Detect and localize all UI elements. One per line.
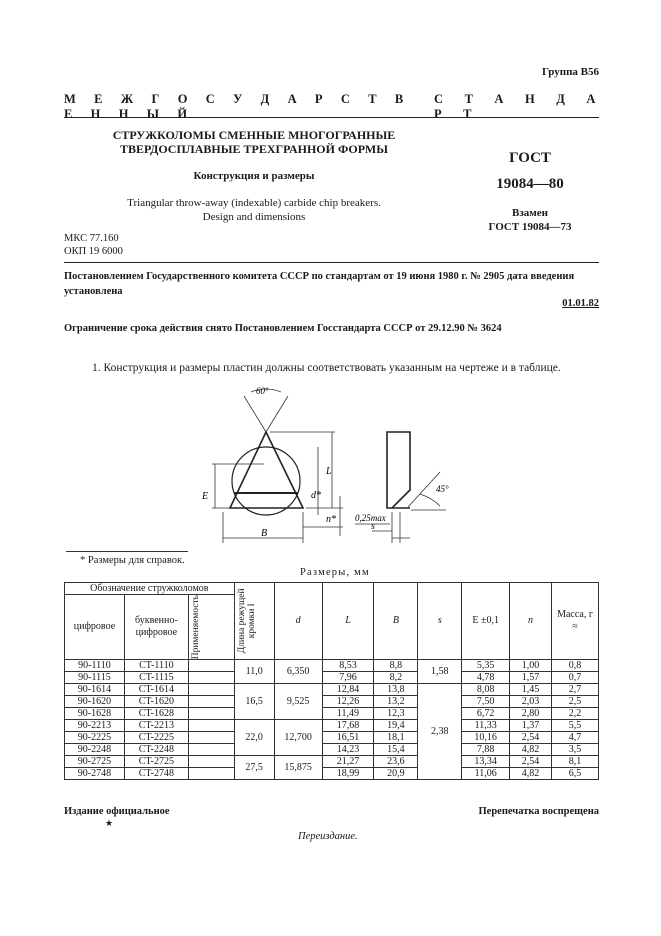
table-cell: 13,34	[462, 756, 510, 768]
table-cell: 90-1628	[65, 708, 125, 720]
table-cell: 90-2748	[65, 768, 125, 780]
restriction-text: Ограничение срока действия снято Постановлением Госстандарта СССР от 29.12.90 № 3624	[64, 323, 502, 334]
table-cell: 15,4	[374, 744, 418, 756]
table-cell: 4,7	[552, 732, 599, 744]
table-cell: 5,35	[462, 660, 510, 672]
table-cell: CT-2725	[124, 756, 188, 768]
table-row	[65, 672, 599, 684]
table-cell: 7,88	[462, 744, 510, 756]
table-cell: 18,99	[322, 768, 374, 780]
mks-code: МКС 77.160	[64, 233, 119, 244]
table-cell	[188, 744, 234, 756]
table-cell: 21,27	[322, 756, 374, 768]
table-cell: 6,72	[462, 708, 510, 720]
header-cutting-edge: Длина режущей кромки l	[234, 583, 274, 660]
header-B: B	[374, 583, 418, 660]
table-row	[65, 768, 599, 780]
reissue-note: Переиздание.	[298, 831, 358, 842]
okp-code: ОКП 19 6000	[64, 246, 123, 257]
table-cell: 16,5	[234, 684, 274, 720]
header-L: L	[322, 583, 374, 660]
subtitle: Конструкция и размеры	[193, 170, 315, 182]
table-cell: 8,1	[552, 756, 599, 768]
table-cell: CT-2213	[124, 720, 188, 732]
table-cell: 4,78	[462, 672, 510, 684]
side-view	[387, 432, 410, 508]
clause-1: 1. Конструкция и размеры пластин должны соответствовать указанным на чертеже и в таблице.	[92, 362, 561, 374]
table-cell: 6,350	[274, 660, 322, 684]
table-cell: 15,875	[274, 756, 322, 780]
dim-E-label: E	[202, 491, 209, 502]
table-cell: CT-1614	[124, 684, 188, 696]
header-d: d	[274, 583, 322, 660]
table-cell	[188, 732, 234, 744]
table-cell: CT-2225	[124, 732, 188, 744]
table-cell: 2,54	[510, 732, 552, 744]
table-cell: CT-1620	[124, 696, 188, 708]
table-cell: 12,26	[322, 696, 374, 708]
table-cell: 12,84	[322, 684, 374, 696]
table-cell: 2,54	[510, 756, 552, 768]
table-cell: 1,37	[510, 720, 552, 732]
table-cell: 2,5	[552, 696, 599, 708]
table-cell: 10,16	[462, 732, 510, 744]
table-row	[65, 732, 599, 744]
table-row	[65, 696, 599, 708]
footer-left: Издание официальное	[64, 806, 170, 817]
table-body	[65, 660, 599, 780]
table-cell	[188, 672, 234, 684]
header-n: n	[510, 583, 552, 660]
group-label: Группа В56	[541, 66, 599, 78]
table-cell: 16,51	[322, 732, 374, 744]
footer-right: Перепечатка воспрещена	[478, 806, 599, 817]
table-caption: Размеры, мм	[300, 567, 370, 578]
table-cell: 90-2213	[65, 720, 125, 732]
table-cell: 9,525	[274, 684, 322, 720]
header-E: E ±0,1	[462, 583, 510, 660]
table-cell: CT-1628	[124, 708, 188, 720]
table-cell: CT-1110	[124, 660, 188, 672]
header-s: s	[418, 583, 462, 660]
table-cell: 8,53	[322, 660, 374, 672]
table-cell: 17,68	[322, 720, 374, 732]
table-cell: 8,8	[374, 660, 418, 672]
angle-side-label: 45°	[436, 484, 449, 494]
table-cell: CT-2248	[124, 744, 188, 756]
table-cell: 20,9	[374, 768, 418, 780]
table-cell: 13,2	[374, 696, 418, 708]
table-cell: 1,57	[510, 672, 552, 684]
chamfer-label: 0,25max	[355, 513, 386, 523]
table-cell: 8,2	[374, 672, 418, 684]
table-cell: 1,45	[510, 684, 552, 696]
table-cell: 0,7	[552, 672, 599, 684]
table-cell: 2,03	[510, 696, 552, 708]
table-cell: CT-1115	[124, 672, 188, 684]
insert-drawing	[190, 380, 470, 545]
replaced-label: Взамен	[512, 207, 548, 219]
table-cell: 12,3	[374, 708, 418, 720]
footnote: * Размеры для справок.	[80, 555, 185, 566]
table-cell: 90-2725	[65, 756, 125, 768]
designation-group-header: Обозначение стружколомов	[65, 583, 235, 595]
table-cell	[188, 768, 234, 780]
table-cell: 7,50	[462, 696, 510, 708]
table-cell: 19,4	[374, 720, 418, 732]
table-cell: CT-2748	[124, 768, 188, 780]
table-cell: 13,8	[374, 684, 418, 696]
header-right: С Т А Н Д А Р Т	[434, 92, 605, 121]
gost-number: 19084—80	[496, 176, 564, 192]
table-row	[65, 708, 599, 720]
gost-label: ГОСТ	[509, 150, 551, 166]
footnote-rule	[66, 551, 188, 552]
table-cell: 18,1	[374, 732, 418, 744]
dim-d-label: d*	[311, 490, 321, 501]
title-line-1: СТРУЖКОЛОМЫ СМЕННЫЕ МНОГОГРАННЫЕ	[112, 128, 396, 142]
header-rule	[64, 117, 599, 118]
table-cell: 1,00	[510, 660, 552, 672]
table-cell: 6,5	[552, 768, 599, 780]
table-cell: 3,5	[552, 744, 599, 756]
table-cell: 1,58	[418, 660, 462, 684]
dim-L-label: L	[326, 466, 332, 477]
table-row	[65, 660, 599, 672]
table-cell: 11,06	[462, 768, 510, 780]
table-cell: 0,8	[552, 660, 599, 672]
table-cell: 11,0	[234, 660, 274, 684]
intro-date: 01.01.82	[562, 298, 599, 309]
dim-B-label: B	[261, 528, 268, 539]
section-rule	[64, 262, 599, 263]
table-cell	[188, 720, 234, 732]
table-cell: 27,5	[234, 756, 274, 780]
table-cell: 11,33	[462, 720, 510, 732]
english-title-2: Design and dimensions	[202, 211, 306, 223]
table-cell: 90-2248	[65, 744, 125, 756]
table-cell: 11,49	[322, 708, 374, 720]
resolution-text: Постановлением Государственного комитета СССР по стандартам от 19 июня 1980 г. № 2905 дата введения установлена	[64, 271, 575, 297]
table-row	[65, 720, 599, 732]
header-alphanumeric: буквенно-цифровое	[124, 595, 188, 660]
table-cell: 90-2225	[65, 732, 125, 744]
dim-s-label: s	[371, 521, 375, 532]
table-cell: 7,96	[322, 672, 374, 684]
header-left: М Е Ж Г О С У Д А Р С Т В Е Н Н Ы Й	[64, 92, 411, 121]
table-cell	[188, 684, 234, 696]
table-cell: 8,08	[462, 684, 510, 696]
table-row	[65, 756, 599, 768]
dimensions-table	[64, 582, 599, 780]
table-cell: 23,6	[374, 756, 418, 768]
header-applicability: Применяемость	[188, 595, 234, 660]
table-row	[65, 684, 599, 696]
dim-n-label: n*	[326, 514, 336, 525]
english-title-1: Triangular throw-away (indexable) carbide chip breakers.	[127, 197, 381, 209]
table-cell: 4,82	[510, 768, 552, 780]
table-cell: 2,38	[418, 684, 462, 780]
table-cell: 2,80	[510, 708, 552, 720]
table-cell: 2,7	[552, 684, 599, 696]
header-mass: Масса, г ≈	[552, 583, 599, 660]
header-numeric: цифровое	[65, 595, 125, 660]
table-cell: 2,2	[552, 708, 599, 720]
table-cell: 22,0	[234, 720, 274, 756]
table-cell: 12,700	[274, 720, 322, 756]
table-cell	[188, 696, 234, 708]
table-cell: 90-1614	[65, 684, 125, 696]
replaced-gost: ГОСТ 19084—73	[488, 221, 572, 233]
table-cell	[188, 708, 234, 720]
table-cell: 14,23	[322, 744, 374, 756]
table-row	[65, 744, 599, 756]
table-cell: 4,82	[510, 744, 552, 756]
table-cell	[188, 756, 234, 768]
table-cell: 90-1110	[65, 660, 125, 672]
title-line-2: ТВЕРДОСПЛАВНЫЕ ТРЕХГРАННОЙ ФОРМЫ	[120, 142, 388, 156]
table-cell: 90-1115	[65, 672, 125, 684]
angle-top-label: 60°	[256, 386, 269, 396]
triangle-outline	[230, 432, 303, 515]
table-cell: 5,5	[552, 720, 599, 732]
table-cell	[188, 660, 234, 672]
table-cell: 90-1620	[65, 696, 125, 708]
star-icon: ★	[105, 818, 114, 828]
